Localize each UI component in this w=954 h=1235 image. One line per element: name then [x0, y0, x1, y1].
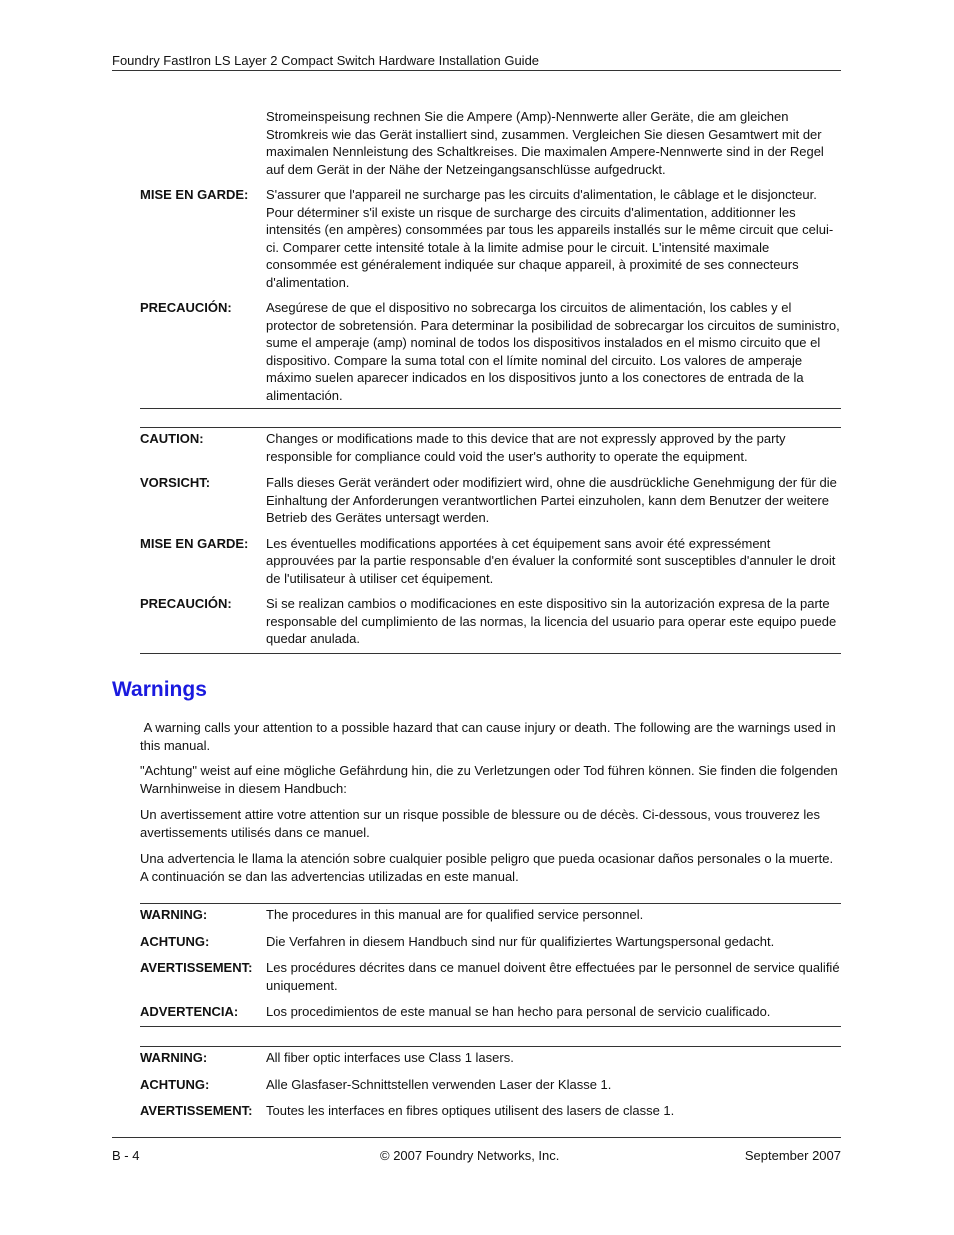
- notice-item-de: [140, 933, 840, 951]
- notice-label: ADVERTENCIA:: [140, 1004, 239, 1019]
- notice-text: All fiber optic interfaces use Class 1 lasers.: [266, 1050, 514, 1065]
- notice-label: PRECAUCIÓN:: [140, 300, 232, 315]
- notice-text: Les éventuelles modifications apportées à cet équipement sans avoir été expressément approuvées par la partie responsable d'en évaluer la conformité sont susceptibles d'annuler le droit de l'utilisateur à utiliser cet équipement.: [266, 535, 836, 586]
- notice-item-en: [140, 1049, 840, 1067]
- copyright: © 2007 Foundry Networks, Inc.: [380, 1148, 560, 1163]
- notice-label: WARNING:: [140, 907, 208, 922]
- notice-item-fr: [140, 959, 840, 994]
- notice-divider: [140, 408, 841, 409]
- notice-text: Die Verfahren in diesem Handbuch sind nur für qualifiziertes Wartungspersonal gedacht.: [266, 933, 775, 949]
- section-heading-warnings: Warnings: [112, 678, 207, 701]
- modification-caution-block: [140, 430, 840, 648]
- notice-label: MISE EN GARDE:: [140, 187, 249, 202]
- notice-label: PRECAUCIÓN:: [140, 596, 232, 611]
- notice-text: Alle Glasfaser-Schnittstellen verwenden Laser der Klasse 1.: [266, 1076, 612, 1092]
- notice-label: VORSICHT:: [140, 475, 211, 490]
- notice-text: Los procedimientos de este manual se han hecho para personal de servicio cualificado.: [266, 1004, 771, 1019]
- notice-divider: [140, 1046, 841, 1047]
- notice-label: AVERTISSEMENT:: [140, 1103, 253, 1118]
- notice-item-fr: [140, 1102, 840, 1120]
- notice-item-en: [140, 906, 840, 924]
- notice-divider: [140, 903, 841, 904]
- notice-text: The procedures in this manual are for qualified service personnel.: [266, 907, 644, 922]
- warnings-intro-en: A warning calls your attention to a possible hazard that can cause injury or death. The following are the warnings used in this manual.: [140, 720, 840, 753]
- notice-label: CAUTION:: [140, 431, 204, 446]
- notice-item-fr: [140, 186, 840, 291]
- notice-text: Si se realizan cambios o modificaciones en este dispositivo sin la autorización expresa de la parte responsable del cumplimiento de las normas, la licencia del usuario para operar este equipo puede quedar anulada.: [266, 596, 837, 646]
- notice-text: Asegúrese de que el dispositivo no sobrecarga los circuitos de alimentación, los cables y el protector de sobretensión. Para determinar la posibilidad de sobrecargar los circuitos de suministro, sume el amperaje (amp) nominal de todos los dispositivos instalados en el mismo circuito que el dispositivo. Compare la suma total con el límite nominal del circuito. Los valores de amperaje máximo suelen aparecer indicados en los dispositivos junto a los conectores de entrada de la alimentación.: [266, 300, 840, 403]
- publication-date: September 2007: [744, 1148, 841, 1163]
- notice-divider: [140, 653, 841, 654]
- notice-item-en: [140, 430, 840, 465]
- notice-label: AVERTISSEMENT:: [140, 960, 253, 975]
- notice-text: Stromeinspeisung rechnen Sie die Ampere (Amp)-Nennwerte aller Geräte, die am gleichen Stromkreis wie das Gerät installiert sind, zusammen. Vergleichen Sie diesen Gesamtwert mit der maximalen Nennleistung des Schaltkreises. Die maximalen Ampere-Nennwerte sind in der Regel auf dem Gerät in der Nähe der Netzeingangsanschlüsse aufgedruckt.: [266, 109, 824, 177]
- warnings-intro-es: Una advertencia le llama la atención sobre cualquier posible peligro que pueda ocasionar daños personales o la muerte. A continuación se dan las advertencias utilizadas en este manual.: [140, 851, 834, 884]
- notice-text: Les procédures décrites dans ce manuel doivent être effectuées par le personnel de service qualifié uniquement.: [266, 960, 840, 993]
- qualified-personnel-warning-block: [140, 906, 840, 1021]
- header-rule: [112, 70, 841, 71]
- notice-label: ACHTUNG:: [140, 933, 210, 949]
- notice-divider: [140, 427, 841, 428]
- notice-text: Changes or modifications made to this device that are not expressly approved by the party responsible for compliance could void the user's authority to operate the equipment.: [266, 431, 786, 464]
- notice-item-fr: [140, 535, 840, 588]
- notice-label: WARNING:: [140, 1050, 208, 1065]
- laser-warning-block: [140, 1049, 840, 1120]
- notice-text: Falls dieses Gerät verändert oder modifiziert wird, ohne die ausdrückliche Genehmigung der für die Einhaltung der Anforderungen verantwortlichen Partei einzuholen, kann dem Benutzer der weitere Betrieb des Gerätes untersagt werden.: [266, 475, 837, 525]
- notice-item-es: [140, 595, 840, 648]
- page-number: B - 4: [112, 1148, 140, 1163]
- notice-text: S'assurer que l'appareil ne surcharge pas les circuits d'alimentation, le câblage et le disjoncteur. Pour déterminer s'il existe un risque de surcharge des circuits d'alimentation, additionner les intensités (en ampères) consommées par tous les appareils installés sur le même circuit que celui-ci. Comparer cette intensité totale à la limite admise pour le circuit. L'intensité maximale consommée est généralement indiquée sur chaque appareil, à proximité de ses connecteurs d'alimentation.: [266, 187, 834, 290]
- notice-label: MISE EN GARDE:: [140, 535, 249, 551]
- running-header: Foundry FastIron LS Layer 2 Compact Switch Hardware Installation Guide: [112, 53, 540, 68]
- notice-text: Toutes les interfaces en fibres optiques utilisent des lasers de classe 1.: [266, 1103, 675, 1118]
- notice-item-de: [140, 474, 840, 527]
- notice-continuation: [140, 108, 840, 178]
- notice-item-de: [140, 1076, 840, 1094]
- power-overload-notice-block: [140, 108, 840, 404]
- notice-item-es: [140, 1003, 840, 1021]
- warnings-intro-fr: Un avertissement attire votre attention sur un risque possible de blessure ou de décès. Ci-dessous, vous trouverez les avertissements utilisés dans ce manuel.: [140, 807, 820, 840]
- warnings-intro-de: "Achtung" weist auf eine mögliche Gefährdung hin, die zu Verletzungen oder Tod führen können. Sie finden die folgenden Warnhinweise in diesem Handbuch:: [140, 763, 838, 796]
- notice-item-es: [140, 299, 840, 404]
- notice-divider: [140, 1026, 841, 1027]
- notice-label: ACHTUNG:: [140, 1076, 210, 1092]
- footer-rule: [112, 1137, 841, 1138]
